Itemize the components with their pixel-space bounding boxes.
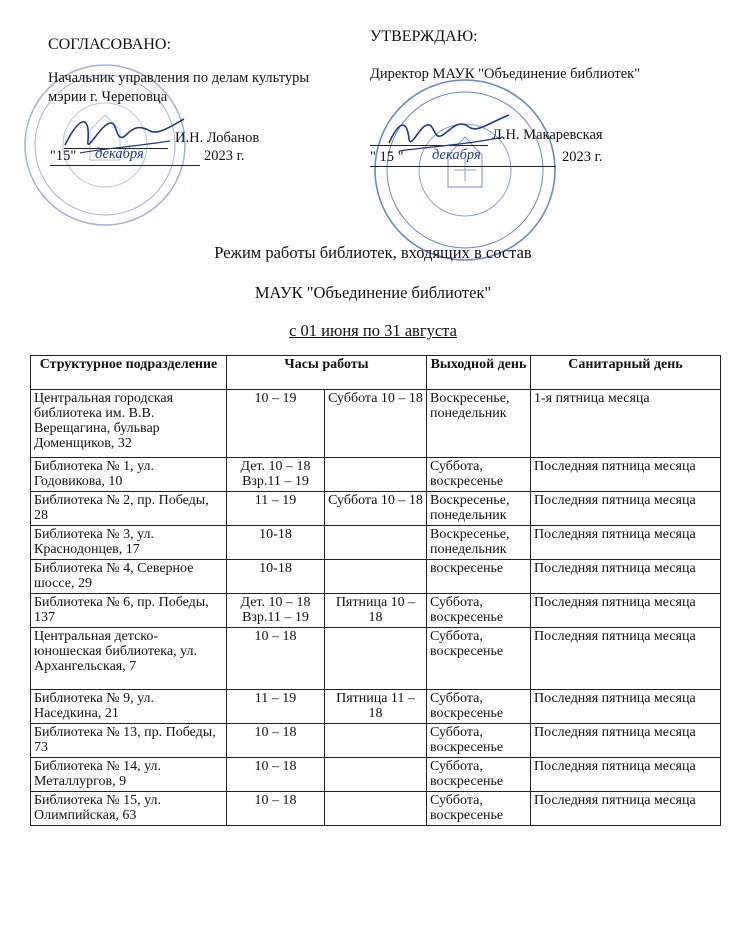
cell-extra-hours: Суббота 10 – 18	[325, 390, 427, 458]
cell-hours: 10 – 19	[227, 390, 325, 458]
cell-day-off: Воскресенье, понедельник	[427, 492, 531, 526]
approval-right-date-day: " 15 "	[370, 149, 404, 165]
cell-hours: 10 – 18	[227, 792, 325, 826]
cell-day-off: воскресенье	[427, 560, 531, 594]
cell-extra-hours	[325, 458, 427, 492]
cell-hours: 10-18	[227, 526, 325, 560]
cell-day-off: Суббота, воскресенье	[427, 628, 531, 690]
cell-day-off: Суббота, воскресенье	[427, 792, 531, 826]
cell-department: Библиотека № 4, Северное шоссе, 29	[31, 560, 227, 594]
table-row	[31, 390, 721, 458]
approval-right-date-year: 2023 г.	[562, 149, 603, 165]
cell-day-off: Суббота, воскресенье	[427, 724, 531, 758]
approval-left-position: Начальник управления по делам культуры	[48, 70, 310, 86]
table-row	[31, 690, 721, 724]
cell-hours: 10-18	[227, 560, 325, 594]
approval-right-date-month: декабря	[432, 147, 481, 163]
cell-day-off: Суббота, воскресенье	[427, 594, 531, 628]
cell-department: Библиотека № 3, ул. Краснодонцев, 17	[31, 526, 227, 560]
table-row	[31, 526, 721, 560]
cell-day-off: Суббота, воскресенье	[427, 458, 531, 492]
table-row	[31, 758, 721, 792]
cell-day-off: Суббота, воскресенье	[427, 690, 531, 724]
approval-left-heading: СОГЛАСОВАНО:	[48, 36, 171, 53]
header-working-hours: Часы работы	[227, 356, 427, 390]
document-title-period: с 01 июня по 31 августа	[289, 321, 457, 340]
approval-right-heading: УТВЕРЖДАЮ:	[370, 28, 478, 45]
cell-department: Библиотека № 15, ул. Олимпийская, 63	[31, 792, 227, 826]
cell-extra-hours	[325, 526, 427, 560]
cell-sanitary-day: Последняя пятница месяца	[531, 628, 721, 690]
cell-department: Библиотека № 14, ул. Металлургов, 9	[31, 758, 227, 792]
approval-left-date-month: декабря	[95, 146, 144, 162]
cell-sanitary-day: Последняя пятница месяца	[531, 594, 721, 628]
cell-extra-hours: Пятница 10 – 18	[325, 594, 427, 628]
cell-day-off: Воскресенье, понедельник	[427, 390, 531, 458]
cell-hours: 10 – 18	[227, 758, 325, 792]
approval-left-date-day: "15"	[50, 148, 77, 164]
cell-hours: 11 – 19	[227, 492, 325, 526]
table-row	[31, 492, 721, 526]
cell-extra-hours	[325, 758, 427, 792]
cell-sanitary-day: 1-я пятница месяца	[531, 390, 721, 458]
cell-hours: Дет. 10 – 18 Взр.11 – 19	[227, 458, 325, 492]
signature-right-icon	[385, 105, 515, 160]
date-line-right	[370, 166, 556, 167]
table-row	[31, 560, 721, 594]
table-header-row	[31, 356, 721, 390]
cell-department: Библиотека № 6, пр. Победы, 137	[31, 594, 227, 628]
cell-extra-hours	[325, 560, 427, 594]
seal-right-icon	[370, 75, 560, 265]
cell-extra-hours: Суббота 10 – 18	[325, 492, 427, 526]
cell-department: Библиотека № 13, пр. Победы, 73	[31, 724, 227, 758]
cell-extra-hours	[325, 724, 427, 758]
cell-department: Центральная городская библиотека им. В.В. Верещагина, бульвар Доменщиков, 32	[31, 390, 227, 458]
header-day-off: Выходной день	[427, 356, 531, 390]
cell-department: Библиотека № 9, ул. Наседкина, 21	[31, 690, 227, 724]
cell-sanitary-day: Последняя пятница месяца	[531, 724, 721, 758]
cell-sanitary-day: Последняя пятница месяца	[531, 690, 721, 724]
cell-sanitary-day: Последняя пятница месяца	[531, 758, 721, 792]
approval-left-position-line2: мэрии г. Череповца	[48, 89, 168, 105]
cell-department: Библиотека № 1, ул. Годовикова, 10	[31, 458, 227, 492]
schedule-table	[30, 355, 721, 826]
approval-left-date-year: 2023 г.	[204, 148, 245, 164]
cell-hours: 11 – 19	[227, 690, 325, 724]
document-title-line1: Режим работы библиотек, входящих в состав	[214, 243, 532, 262]
cell-hours: Дет. 10 – 18 Взр.11 – 19	[227, 594, 325, 628]
cell-sanitary-day: Последняя пятница месяца	[531, 458, 721, 492]
cell-sanitary-day: Последняя пятница месяца	[531, 526, 721, 560]
signature-left-icon	[60, 105, 190, 165]
table-row	[31, 628, 721, 690]
header-sanitary-day: Санитарный день	[531, 356, 721, 390]
table-row	[31, 792, 721, 826]
cell-extra-hours	[325, 628, 427, 690]
approval-left-name: И.Н. Лобанов	[175, 130, 260, 146]
cell-sanitary-day: Последняя пятница месяца	[531, 560, 721, 594]
approval-right-position: Директор МАУК "Объединение библиотек"	[370, 66, 641, 82]
table-row	[31, 594, 721, 628]
cell-sanitary-day: Последняя пятница месяца	[531, 792, 721, 826]
cell-hours: 10 – 18	[227, 724, 325, 758]
table-row	[31, 724, 721, 758]
cell-extra-hours	[325, 792, 427, 826]
cell-day-off: Суббота, воскресенье	[427, 758, 531, 792]
approval-right-name: Л.Н. Макаревская	[492, 127, 603, 143]
cell-extra-hours: Пятница 11 – 18	[325, 690, 427, 724]
table-row	[31, 458, 721, 492]
document-title-line2: МАУК "Объединение библиотек"	[254, 283, 492, 302]
cell-day-off: Воскресенье, понедельник	[427, 526, 531, 560]
date-line-left	[50, 165, 200, 166]
cell-hours: 10 – 18	[227, 628, 325, 690]
cell-sanitary-day: Последняя пятница месяца	[531, 492, 721, 526]
cell-department: Библиотека № 2, пр. Победы, 28	[31, 492, 227, 526]
header-department: Структурное подразделение	[31, 356, 227, 390]
cell-department: Центральная детско-юношеская библиотека, ул. Архангельская, 7	[31, 628, 227, 690]
